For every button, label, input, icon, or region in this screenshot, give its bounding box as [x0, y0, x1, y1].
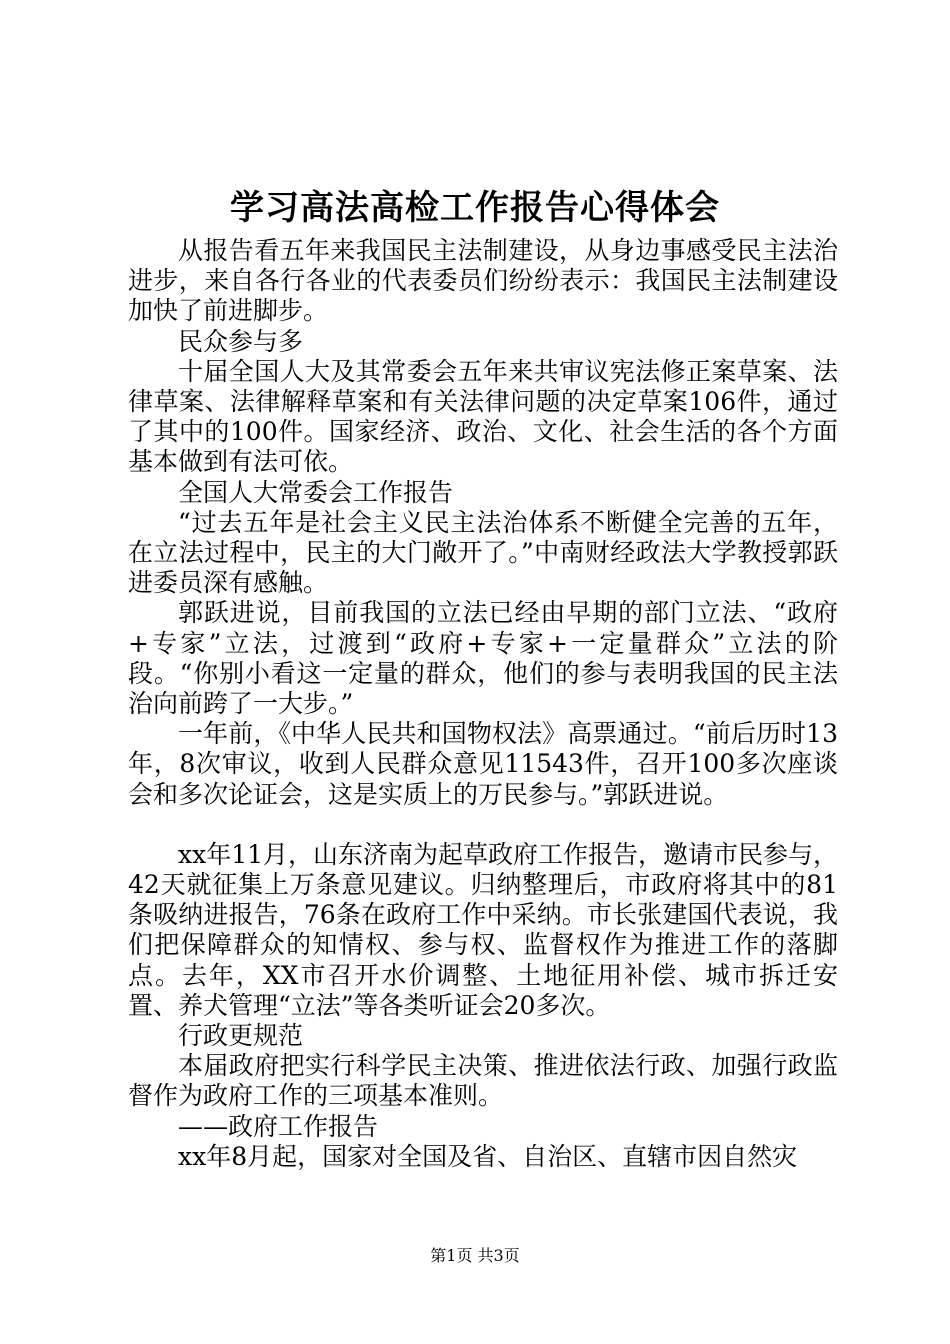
paragraph: “过去五年是社会主义民主法治体系不断健全完善的五年，在立法过程中，民主的大门敞开了。”中南财经政法大学教授郭跃进委员深有感触。 [128, 507, 838, 598]
paragraph: 十届全国人大及其常委会五年来共审议宪法修正案草案、法律草案、法律解释草案和有关法律问题的决定草案106件，通过了其中的100件。国家经济、政治、文化、社会生活的各个方面基本做到有法可依。 [128, 356, 838, 477]
source-line: 全国人大常委会工作报告 [178, 477, 454, 507]
document-body [128, 236, 838, 1172]
document-title: 学习高法高检工作报告心得体会 [230, 188, 720, 228]
paragraph-intro: 从报告看五年来我国民主法制建设，从身边事感受民主法治进步，来自各行各业的代表委员们纷纷表示：我国民主法制建设加快了前进脚步。 [128, 236, 838, 326]
paragraph: 本届政府把实行科学民主决策、推进依法行政、加强行政监督作为政府工作的三项基本准则。 [128, 1051, 838, 1111]
page-footer: 第1页 共3页 [430, 1246, 520, 1265]
paragraph: xx年11月，山东济南为起草政府工作报告，邀请市民参与，42天就征集上万条意见建议。归纳整理后，市政府将其中的81条吸纳进报告，76条在政府工作中采纳。市长张建国代表说，我们把保障群众的知情权、参与权、监督权作为推进工作的落脚点。去年，XX市召开水价调整、土地征用补偿、城市拆迁安置、养犬管理“立法”等各类听证会20多次。 [128, 839, 839, 1020]
paragraph: 郭跃进说，目前我国的立法已经由早期的部门立法、“政府+专家”立法，过渡到“政府+专家+一定量群众”立法的阶段。“你别小看这一定量的群众，他们的参与表明我国的民主法治向前跨了一大步。” [128, 598, 838, 719]
source-line: ——政府工作报告 [178, 1111, 379, 1141]
section-heading: 行政更规范 [178, 1021, 304, 1051]
paragraph: 一年前，《中华人民共和国物权法》高票通过。“前后历时13年，8次审议，收到人民群众意见11543件，召开100多次座谈会和多次论证会，这是实质上的万民参与。”郭跃进说。 [128, 719, 838, 809]
paragraph: xx年8月起，国家对全国及省、自治区、直辖市因自然灾 [178, 1141, 798, 1171]
section-heading: 民众参与多 [178, 326, 304, 356]
